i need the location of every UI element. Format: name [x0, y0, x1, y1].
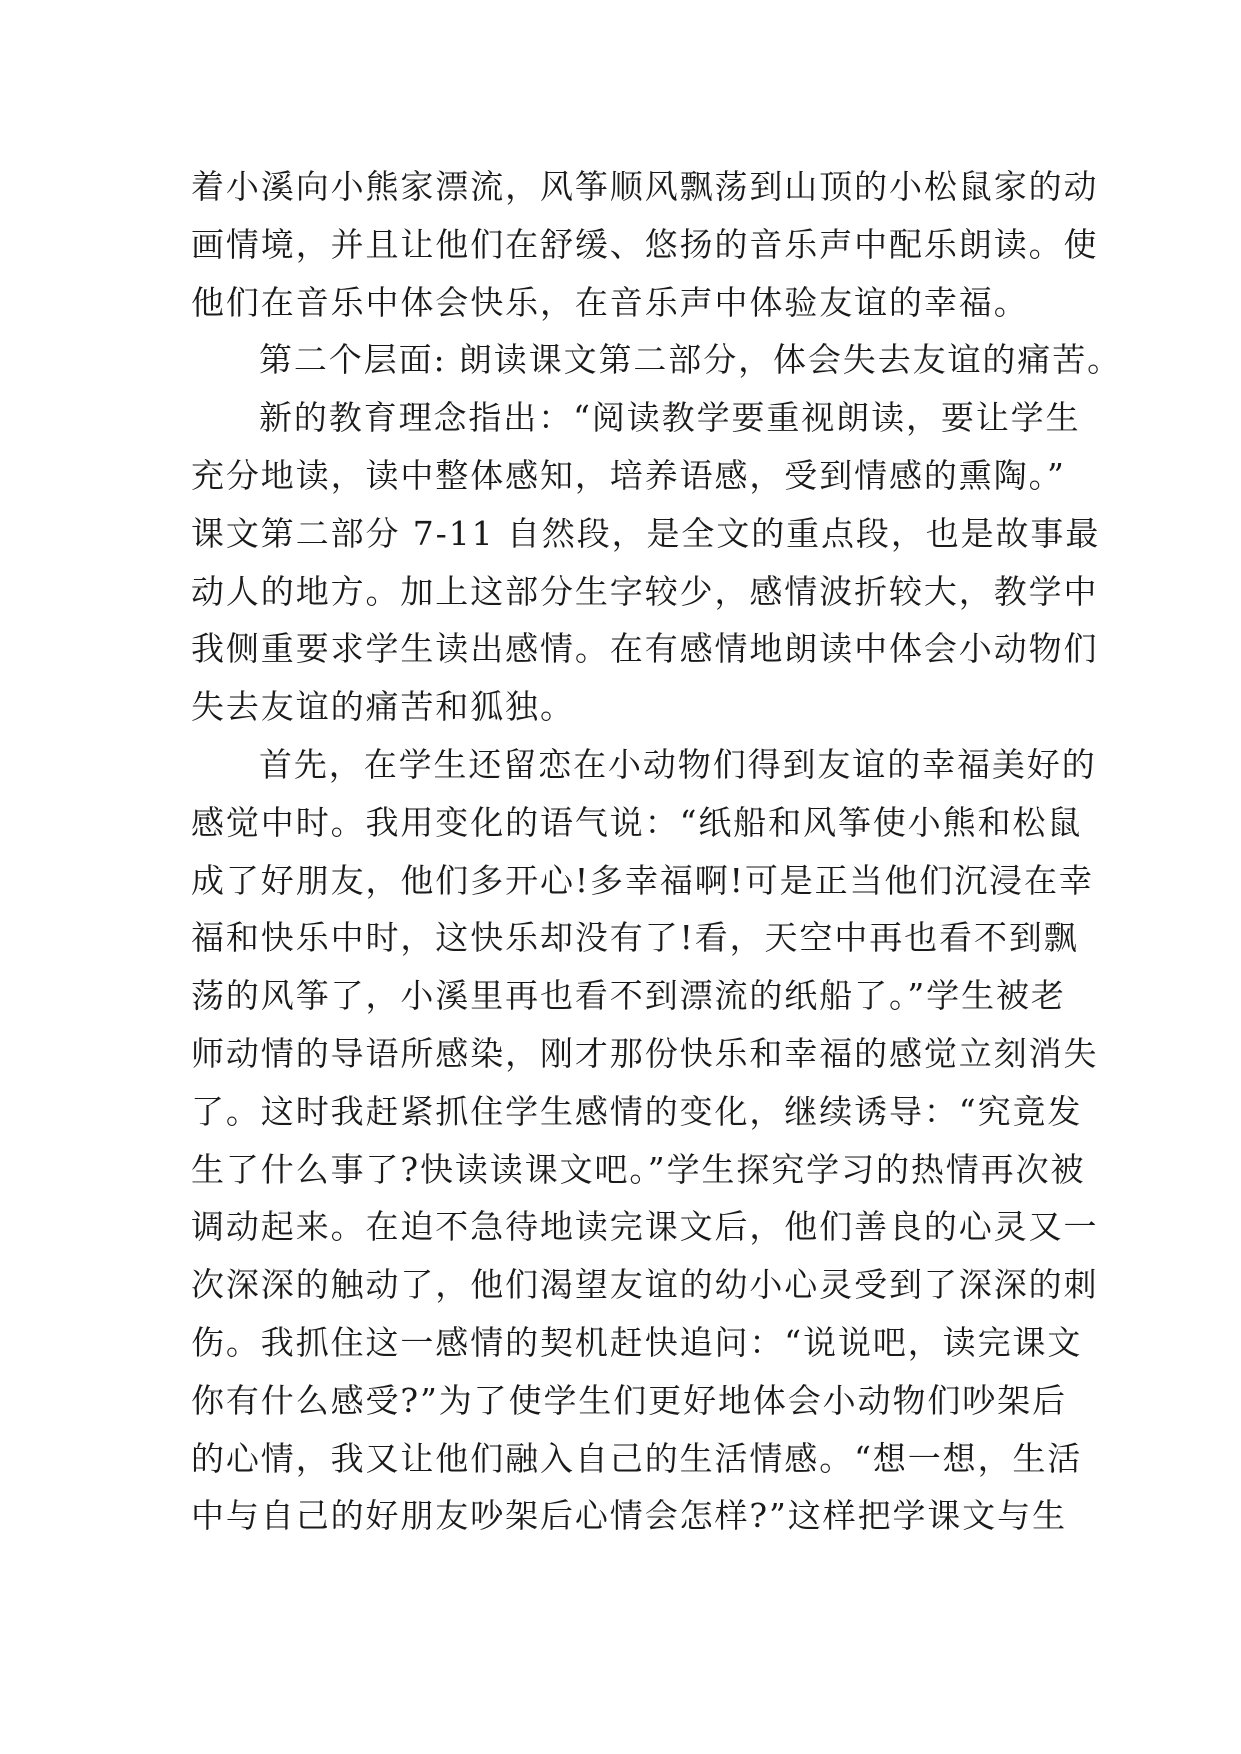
text-line: 他们在音乐中体会快乐，在音乐声中体验友谊的幸福。	[191, 282, 1029, 322]
text-line: 画情境，并且让他们在舒缓、悠扬的音乐声中配乐朗读。使	[191, 224, 1099, 264]
text-line: 动人的地方。加上这部分生字较少，感情波折较大，教学中	[191, 571, 1099, 611]
text-line: 你有什么感受?”为了使学生们更好地体会小动物们吵架后	[191, 1380, 1067, 1420]
text-line: 着小溪向小熊家漂流，风筝顺风飘荡到山顶的小松鼠家的动	[191, 167, 1099, 206]
text-line: 首先，在学生还留恋在小动物们得到友谊的幸福美好的	[259, 744, 1097, 784]
text-line: 伤。我抓住这一感情的契机赶快追问：“说说吧，读完课文	[191, 1322, 1083, 1362]
text-line: 成了好朋友，他们多开心!多幸福啊!可是正当他们沉浸在幸	[191, 860, 1094, 900]
text-line: 失去友谊的痛苦和狐独。	[191, 687, 575, 727]
text-line: 了。这时我赶紧抓住学生感情的变化，继续诱导：“究竟发	[191, 1091, 1083, 1131]
text-line: 中与自己的好朋友吵架后心情会怎样?”这样把学课文与生	[191, 1496, 1067, 1536]
text-line: 课文第二部分 7-11 自然段，是全文的重点段，也是故事最	[191, 513, 1101, 553]
body-text	[191, 158, 1123, 1545]
text-line: 的心情，我又让他们融入自己的生活情感。“想一想，生活	[191, 1438, 1083, 1478]
text-line: 第二个层面: 朗读课文第二部分，体会失去友谊的痛苦。	[259, 340, 1123, 380]
text-line: 新的教育理念指出：“阅读教学要重视朗读，要让学生	[259, 398, 1081, 438]
text-line: 次深深的触动了，他们渴望友谊的幼小心灵受到了深深的刺	[191, 1265, 1099, 1305]
text-line: 感觉中时。我用变化的语气说：“纸船和风筝使小熊和松鼠	[191, 802, 1083, 842]
text-line: 福和快乐中时，这快乐却没有了!看，天空中再也看不到飘	[191, 918, 1079, 958]
text-line: 我侧重要求学生读出感情。在有感情地朗读中体会小动物们	[191, 629, 1099, 669]
text-line: 师动情的导语所感染，刚才那份快乐和幸福的感觉立刻消失	[191, 1033, 1099, 1073]
text-line: 荡的风筝了，小溪里再也看不到漂流的纸船了。”学生被老	[191, 976, 1066, 1016]
text-line: 充分地读，读中整体感知，培养语感，受到情感的熏陶。”	[191, 455, 1066, 495]
text-line: 生了什么事了?快读读课文吧。”学生探究学习的热情再次被	[191, 1149, 1086, 1189]
text-line: 调动起来。在迫不急待地读完课文后，他们善良的心灵又一	[191, 1207, 1099, 1247]
